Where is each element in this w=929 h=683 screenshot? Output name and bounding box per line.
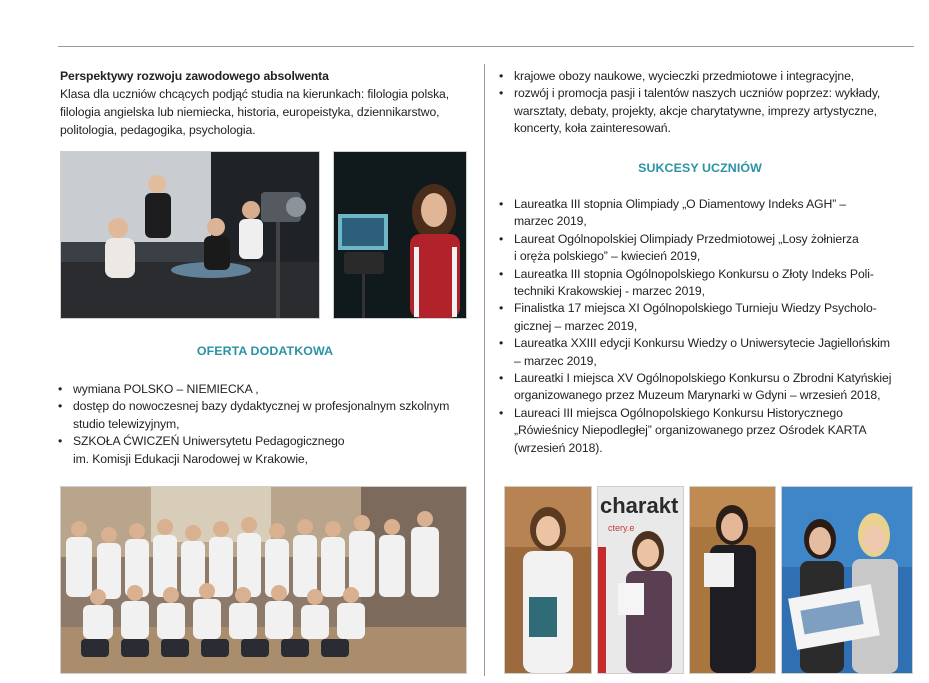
activities-list (498, 68, 918, 138)
reporter-photo (333, 151, 467, 319)
banner-text: charakt (600, 493, 679, 518)
list-item: • SZKOŁA ĆWICZEŃ Uniwersytetu Pedagogicznego im. Komisji Edukacji Narodowej w Krakowie, (57, 433, 477, 468)
top-rule (58, 46, 914, 47)
list-item: • Laureat Ogólnopolskiej Olimpiady Przedmiotowej „Losy żołnierza i oręża polskiego” – kwiecień 2019, (498, 231, 918, 266)
list-item: • rozwój i promocja pasji i talentów naszych uczniów poprzez: wykłady, warsztaty, debaty, projekty, akcje charytatywne, imprezy artystyczne, koncerty, koła zainteresowań. (498, 85, 918, 137)
award-photo-1 (504, 486, 592, 674)
successes-list (498, 196, 918, 457)
offer-list (57, 381, 477, 468)
list-item: • Laureaci III miejsca Ogólnopolskiego Konkursu Historycznego „Rówieśnicy Niepodległej” organizowanego przez Ośrodek KARTA (wrzesień 2018). (498, 405, 918, 457)
successes-heading: SUKCESY UCZNIÓW (638, 161, 762, 175)
offer-heading: OFERTA DODATKOWA (196, 344, 334, 358)
list-item: • Laureatka XXIII edycji Konkursu Wiedzy o Uniwersytecie Jagiellońskim – marzec 2019, (498, 335, 918, 370)
list-item: • krajowe obozy naukowe, wycieczki przedmiotowe i integracyjne, (498, 68, 918, 85)
award-photo-2 (597, 486, 684, 674)
column-divider (484, 64, 485, 676)
intro-title: Perspektywy rozwoju zawodowego absolwenta (60, 69, 329, 83)
intro-line-3: politologia, pedagogika, psychologia. (60, 123, 256, 137)
list-item: • Laureatka III stopnia Ogólnopolskiego Konkursu o Złoty Indeks Poli- techniki Krakowskiej - marzec 2019, (498, 266, 918, 301)
tv-studio-photo (60, 151, 320, 319)
list-item: • Laureatki I miejsca XV Ogólnopolskiego Konkursu o Zbrodni Katyńskiej organizowanego przez Muzeum Marynarki w Gdyni – wrzesień 2018, (498, 370, 918, 405)
banner-subtext: ctery.e (608, 523, 635, 533)
award-photo-4 (781, 486, 913, 674)
intro-line-1: Klasa dla uczniów chcących podjąć studia na kierunkach: filologia polska, (60, 87, 450, 101)
list-item: • dostęp do nowoczesnej bazy dydaktycznej w profesjonalnym szkolnym studio telewizyjnym, (57, 398, 477, 433)
list-item: • Finalistka 17 miejsca XI Ogólnopolskiego Turnieju Wiedzy Psycholo- gicznej – marzec 2019, (498, 300, 918, 335)
list-item: • wymiana POLSKO – NIEMIECKA , (57, 381, 477, 398)
intro-line-2: filologia angielska lub niemiecka, historia, europeistyka, dziennikarstwo, (60, 105, 440, 119)
list-item: • Laureatka III stopnia Olimpiady „O Diamentowy Indeks AGH” – marzec 2019, (498, 196, 918, 231)
award-photo-3 (689, 486, 776, 674)
group-photo (60, 486, 467, 674)
